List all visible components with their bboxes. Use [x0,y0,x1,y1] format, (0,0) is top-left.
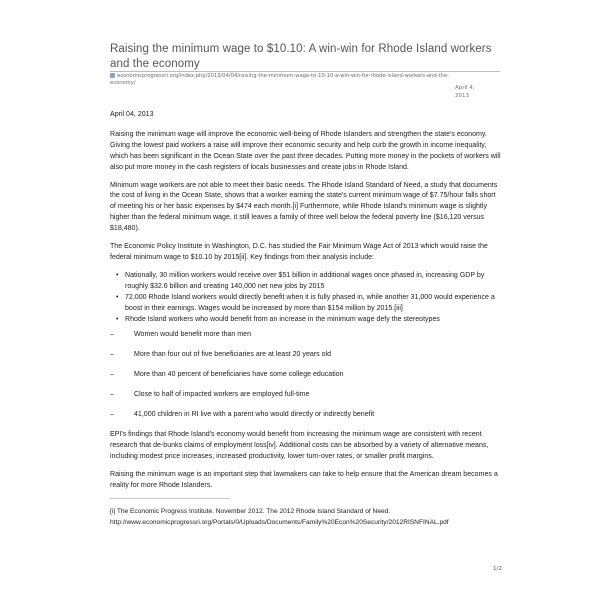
dash-marker: – [110,351,114,359]
header-date-line2: 2013 [455,93,469,99]
paragraph-3: The Economic Policy Institute in Washington, D.C. has studied the Fair Minimum Wage Act of 2013 which would raise the federal minimum wage to $10.10 by 2015[ii]. Key findings from their analysis include: [110,243,488,261]
dash-marker: – [110,411,114,419]
article-dateline: April 04, 2013 [110,111,154,118]
dash-item-text: More than four out of five beneficiaries are at least 20 years old [134,351,332,359]
link-icon [110,73,115,78]
dash-list-item [110,410,502,421]
dash-list-item [110,350,502,361]
paragraph-1: Raising the minimum wage will improve the economic well-being of Rhode Islanders and strengthen the state's economy. Giving the lowest paid workers a raise will improve their economic security and help curb the growth in income inequality, which has been significant in the Ocean State over the past three decades. Putting more money in the pockets of workers will also put more money in the cash registers of locals businesses and create jobs in Rhode Island. [110,130,501,171]
list-item: • 72,000 Rhode Island workers would directly benefit when it is fully phased in, while another 31,000 would experience a boost in their earnings. Wages would be increased by more than $154 million by 2015.[iii] [125,293,502,315]
title-divider [110,71,500,72]
paragraph-4: EPI's findings that Rhode Island's economy would benefit from increasing the minimum wage are consistent with recent research that de-bunks claims of employment loss[iv]. Additional costs can be absorbed by a variety of alternative means, including modest price increases, increased productivity, lower turn-over rates, or smaller profit margins. [110,430,489,460]
dash-list-item [110,370,502,381]
paragraph-2: Minimum wage workers are not able to meet their basic needs. The Rhode Island Standard of Need, a study that documents the cost of living in the Ocean State, shows that a worker earning the state's current minimum wage of $7.75/hour falls short of meeting his or her basic expenses by $474 each month.[i] Furthermore, while Rhode Island's minimum wage is slightly higher than the federal minimum wage, it still leaves a family of three well below the federal poverty line ($16,120 versus $18,480). [110,181,498,233]
source-url-row [110,73,470,87]
dash-marker: – [110,331,114,339]
dash-item-text: More than 40 percent of beneficiaries have some college education [134,371,344,379]
dash-item-text: Close to half of impacted workers are employed full-time [134,391,310,399]
dash-list-item [110,390,502,401]
footnote: [i] The Economic Progress Institute. November 2012. The 2012 Rhode Island Standard of Need. http://www.economicprogressri.org/Portals/0/Uploads/Documents/Family%20Econ%20Security/2012RISNFINAL.pdf [110,508,449,526]
header-date-line1: April 4, [455,85,475,91]
dash-item-text: Women would benefit more than men [134,331,251,339]
stereotype-list [110,330,502,421]
dash-item-text: 41,000 children in RI live with a parent who would directly or indirectly benefit [134,411,375,419]
list-item: • Nationally, 30 million workers would receive over $51 billion in additional wages once phased in, increasing GDP by roughly $32.6 billion and creating 140,000 net new jobs by 2015 [125,271,502,293]
article-title: Raising the minimum wage to $10.10: A win-win for Rhode Island workers and the economy [110,43,492,70]
dash-marker: – [110,391,114,399]
dash-list-item [110,330,502,341]
article-body [110,110,502,528]
page-number: 1/2 [493,566,502,572]
dash-marker: – [110,371,114,379]
findings-list [110,271,502,326]
paragraph-5: Raising the minimum wage is an important step that lawmakers can take to help ensure that the American dream becomes a reality for more Rhode Islanders. [110,470,498,489]
footnote-divider [110,498,230,499]
list-item: • Rhode Island workers who would benefit from an increase in the minimum wage defy the stereotypes [125,315,502,326]
source-url-link[interactable]: economicprogressri.org/index.php/2013/04/04/raising-the-minimum-wage-to-10-10-a-win-win-for-rhode-island-workers-and-the-economy/ [110,73,449,86]
header-date [455,84,495,100]
